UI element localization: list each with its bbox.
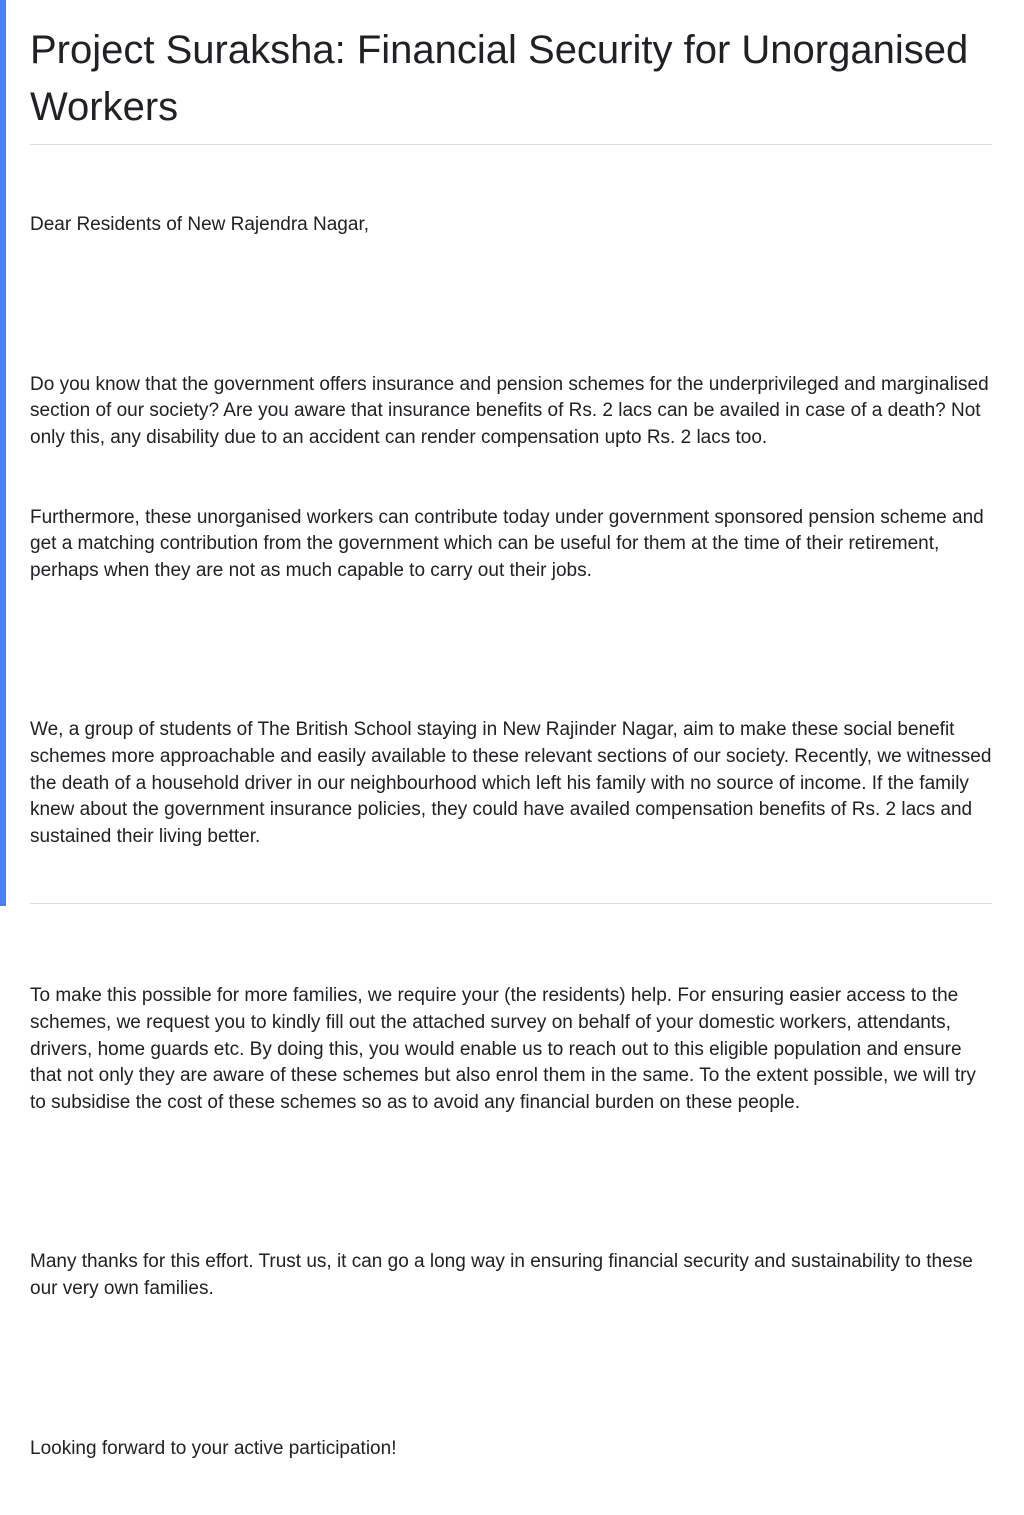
description-spacer: [30, 292, 992, 319]
description-paragraph-4: Many thanks for this effort. Trust us, it can go a long way in ensuring financial security and sustainability to these our very own families.: [30, 1251, 979, 1299]
title-divider: [30, 144, 992, 145]
description-paragraph-2: We, a group of students of The British School staying in New Rajinder Nagar, aim to make these social benefit schemes more approachable and easily available to these relevant sections of our society. Recently, we witnessed the death of a household driver in our neighbourhood which left his family with no source of income. If the family knew about the government insurance policies, they could have availed compensation benefits of Rs. 2 lacs and sustained their living better.: [30, 719, 997, 847]
form-header-content: [30, 22, 997, 1515]
description-paragraph-1b: Furthermore, these unorganised workers can contribute today under government sponsored pension scheme and get a matching contribution from the government which can be useful for them at the time of their retirement, perhaps when they are not as much capable to carry out their jobs.: [30, 506, 990, 581]
form-accent-bar: [0, 0, 6, 906]
description-spacer: [30, 638, 992, 665]
description-greeting: Dear Residents of New Rajendra Nagar,: [30, 214, 370, 236]
description-spacer: [30, 904, 992, 931]
description-spacer: [30, 1170, 992, 1197]
bottom-divider: [30, 903, 992, 904]
description-paragraph-1: Do you know that the government offers insurance and pension schemes for the underprivileged and marginalised section of our society? Are you aware that insurance benefits of Rs. 2 lacs can be availed in case of a death? Not only this, any disability due to an accident can render compensation upto Rs. 2 lacs too.: [30, 373, 994, 448]
form-title: Project Suraksha: Financial Security for Unorganised Workers: [30, 28, 969, 129]
form-description: [30, 159, 997, 1515]
description-spacer: [30, 1356, 992, 1383]
description-closing: Looking forward to your active participation!: [30, 1437, 397, 1459]
description-paragraph-3: To make this possible for more families, we require your (the residents) help. For ensuring easier access to the schemes, we request you to kindly fill out the attached survey on behalf of your domestic workers, attendants, drivers, home guards etc. By doing this, you would enable us to reach out to this eligible population and ensure that not only they are aware of these schemes but also enrol them in the same. To the extent possible, we will try to subsidise the cost of these schemes so as to avoid any financial burden on these people.: [30, 985, 982, 1113]
